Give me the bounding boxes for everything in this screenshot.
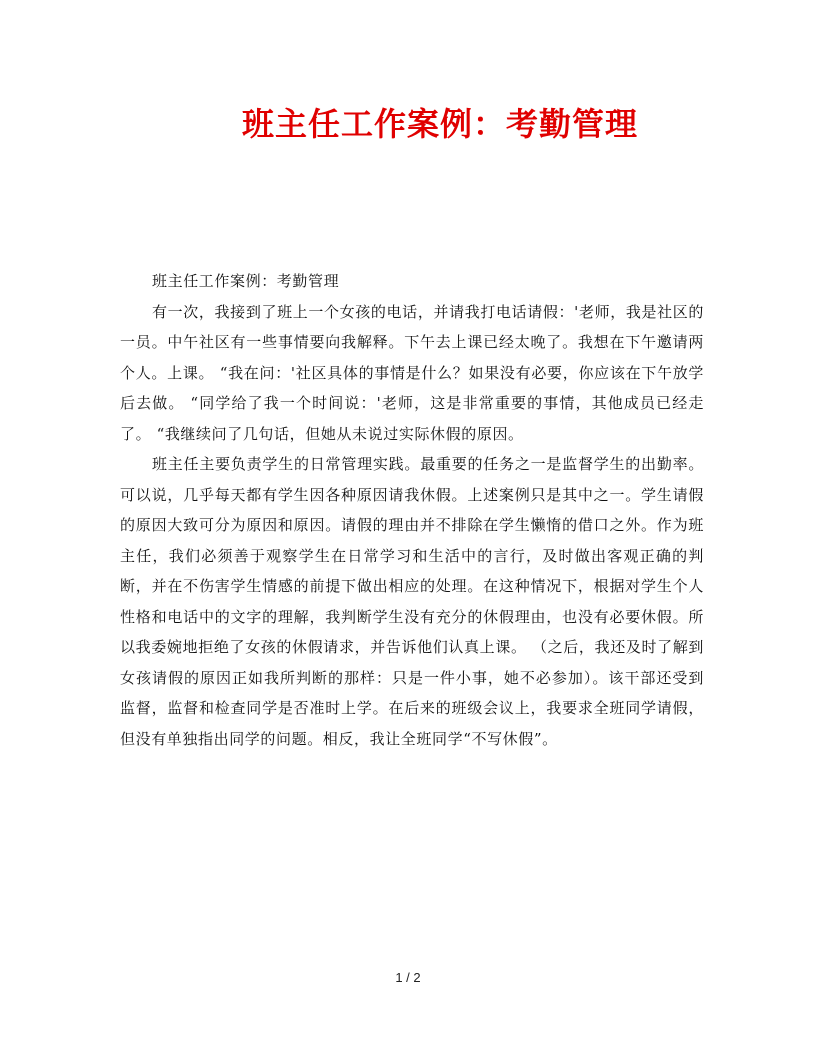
document-title: 班主任工作案例：考勤管理 [241, 105, 638, 143]
subtitle-paragraph: 班主任工作案例：考勤管理 [152, 272, 340, 290]
document-body [120, 266, 704, 754]
paragraph-phone-call: 有一次，我接到了班上一个女孩的电话，并请我打电话请假：'老师，我是社区的一员。中午社区有一些事情要向我解释。下午去上课已经太晚了。我想在下午邀请两个人。上课。 “我在问：'社区具体的事情是什么？如果没有必要，你应该在下午放学后去做。 “同学给了我一个时间说：'老师，这是非常重要的事情，其他成员已经走了。 “我继续问了几句话，但她从未说过实际休假的原因。 [120, 302, 704, 443]
paragraph-attendance-management: 班主任主要负责学生的日常管理实践。最重要的任务之一是监督学生的出勤率。可以说，几乎每天都有学生因各种原因请我休假。上述案例只是其中之一。学生请假的原因大致可分为原因和原因。请假的理由并不排除在学生懒惰的借口之外。作为班主任，我们必须善于观察学生在日常学习和生活中的言行，及时做出客观正确的判断，并在不伤害学生情感的前提下做出相应的处理。在这种情况下，根据对学生个人性格和电话中的文字的理解，我判断学生没有充分的休假理由，也没有必要休假。所以我委婉地拒绝了女孩的休假请求，并告诉他们认真上课。 （之后，我还及时了解到女孩请假的原因正如我所判断的那样：只是一件小事，她不必参加）。该干部还受到监督，监督和检查同学是否准时上学。在后来的班级会议上，我要求全班同学请假，但没有单独指出同学的问题。相反，我让全班同学“不写休假”。 [120, 455, 704, 748]
page-number: 1 / 2 [395, 970, 421, 985]
